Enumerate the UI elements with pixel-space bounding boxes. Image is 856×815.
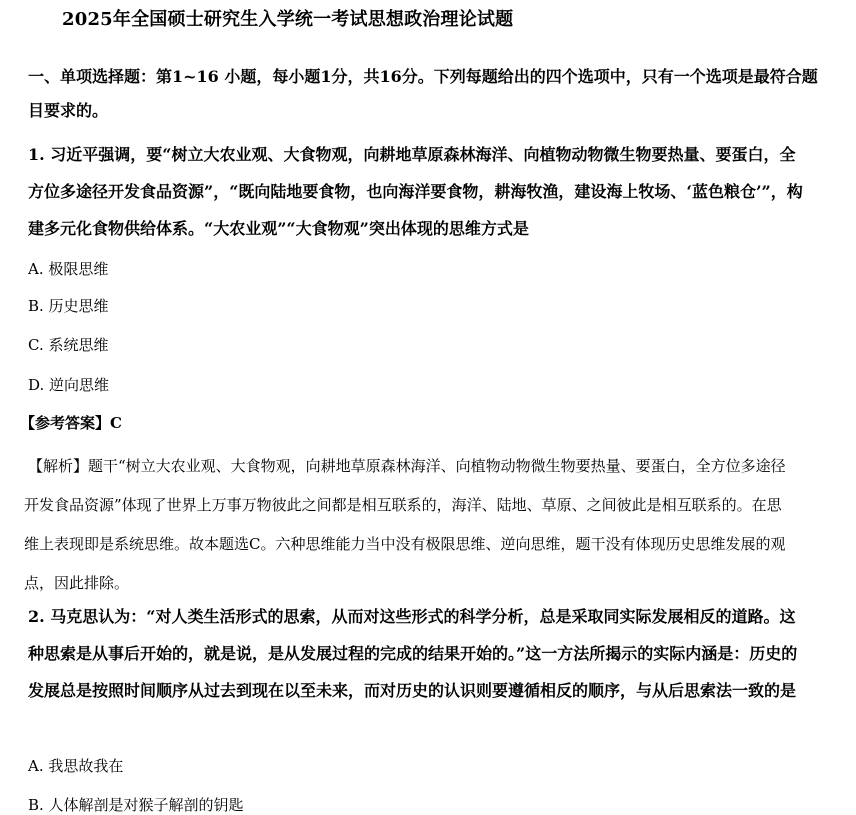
question-1-stem: 1. 习近平强调，要“树立大农业观、大食物观，向耕地草原森林海洋、向植物动物微生物要热量、要蛋白，全方位多途径开发食品资源”，“既向陆地要食物，也向海洋要食物，耕海牧渔，建设海上牧场、‘蓝色粮仓’”，构建多元化食物供给体系。“大农业观”“大食物观”突出体现的思维方式是 <box>28 145 803 238</box>
question-2-stem: 2. 马克思认为：“对人类生活形式的思索，从而对这些形式的科学分析，总是采取同实际发展相反的道路。这种思索是从事后开始的，就是说，是从发展过程的完成的结果开始的。”这一方法所揭示的实际内涵是：历史的发展总是按照时间顺序从过去到现在以至未来，而对历史的认识则要遵循相反的顺序，与从后思索法一致的是 <box>28 607 798 700</box>
question-2-option-b: B. 人体解剖是对猴子解剖的钥匙 <box>28 796 244 814</box>
question-1-option-b: B. 历史思维 <box>28 297 109 315</box>
question-1-option-c: C. 系统思维 <box>28 336 109 354</box>
question-1-analysis: 【解析】题干“树立大农业观、大食物观，向耕地草原森林海洋、向植物动物微生物要热量、要蛋白，全方位多途径开发食品资源”体现了世界上万事万物彼此之间都是相互联系的，海洋、陆地、草原、之间彼此是相互联系的。在思维上表现即是系统思维。故本题选C。六种思维能力当中没有极限思维、逆向思维，题干没有体现历史思维发展的观点，因此排除。 <box>24 457 786 592</box>
question-1-option-a: A. 极限思维 <box>28 260 109 278</box>
section-header: 一、单项选择题：第1~16 小题，每小题1分，共16分。下列每题给出的四个选项中，只有一个选项是最符合题目要求的。 <box>28 67 818 120</box>
question-1-answer: 【参考答案】C <box>20 414 122 432</box>
question-2-option-a: A. 我思故我在 <box>28 757 124 775</box>
question-1-option-d: D. 逆向思维 <box>28 376 110 394</box>
page-title: 2025年全国硕士研究生入学统一考试思想政治理论试题 <box>62 9 514 30</box>
